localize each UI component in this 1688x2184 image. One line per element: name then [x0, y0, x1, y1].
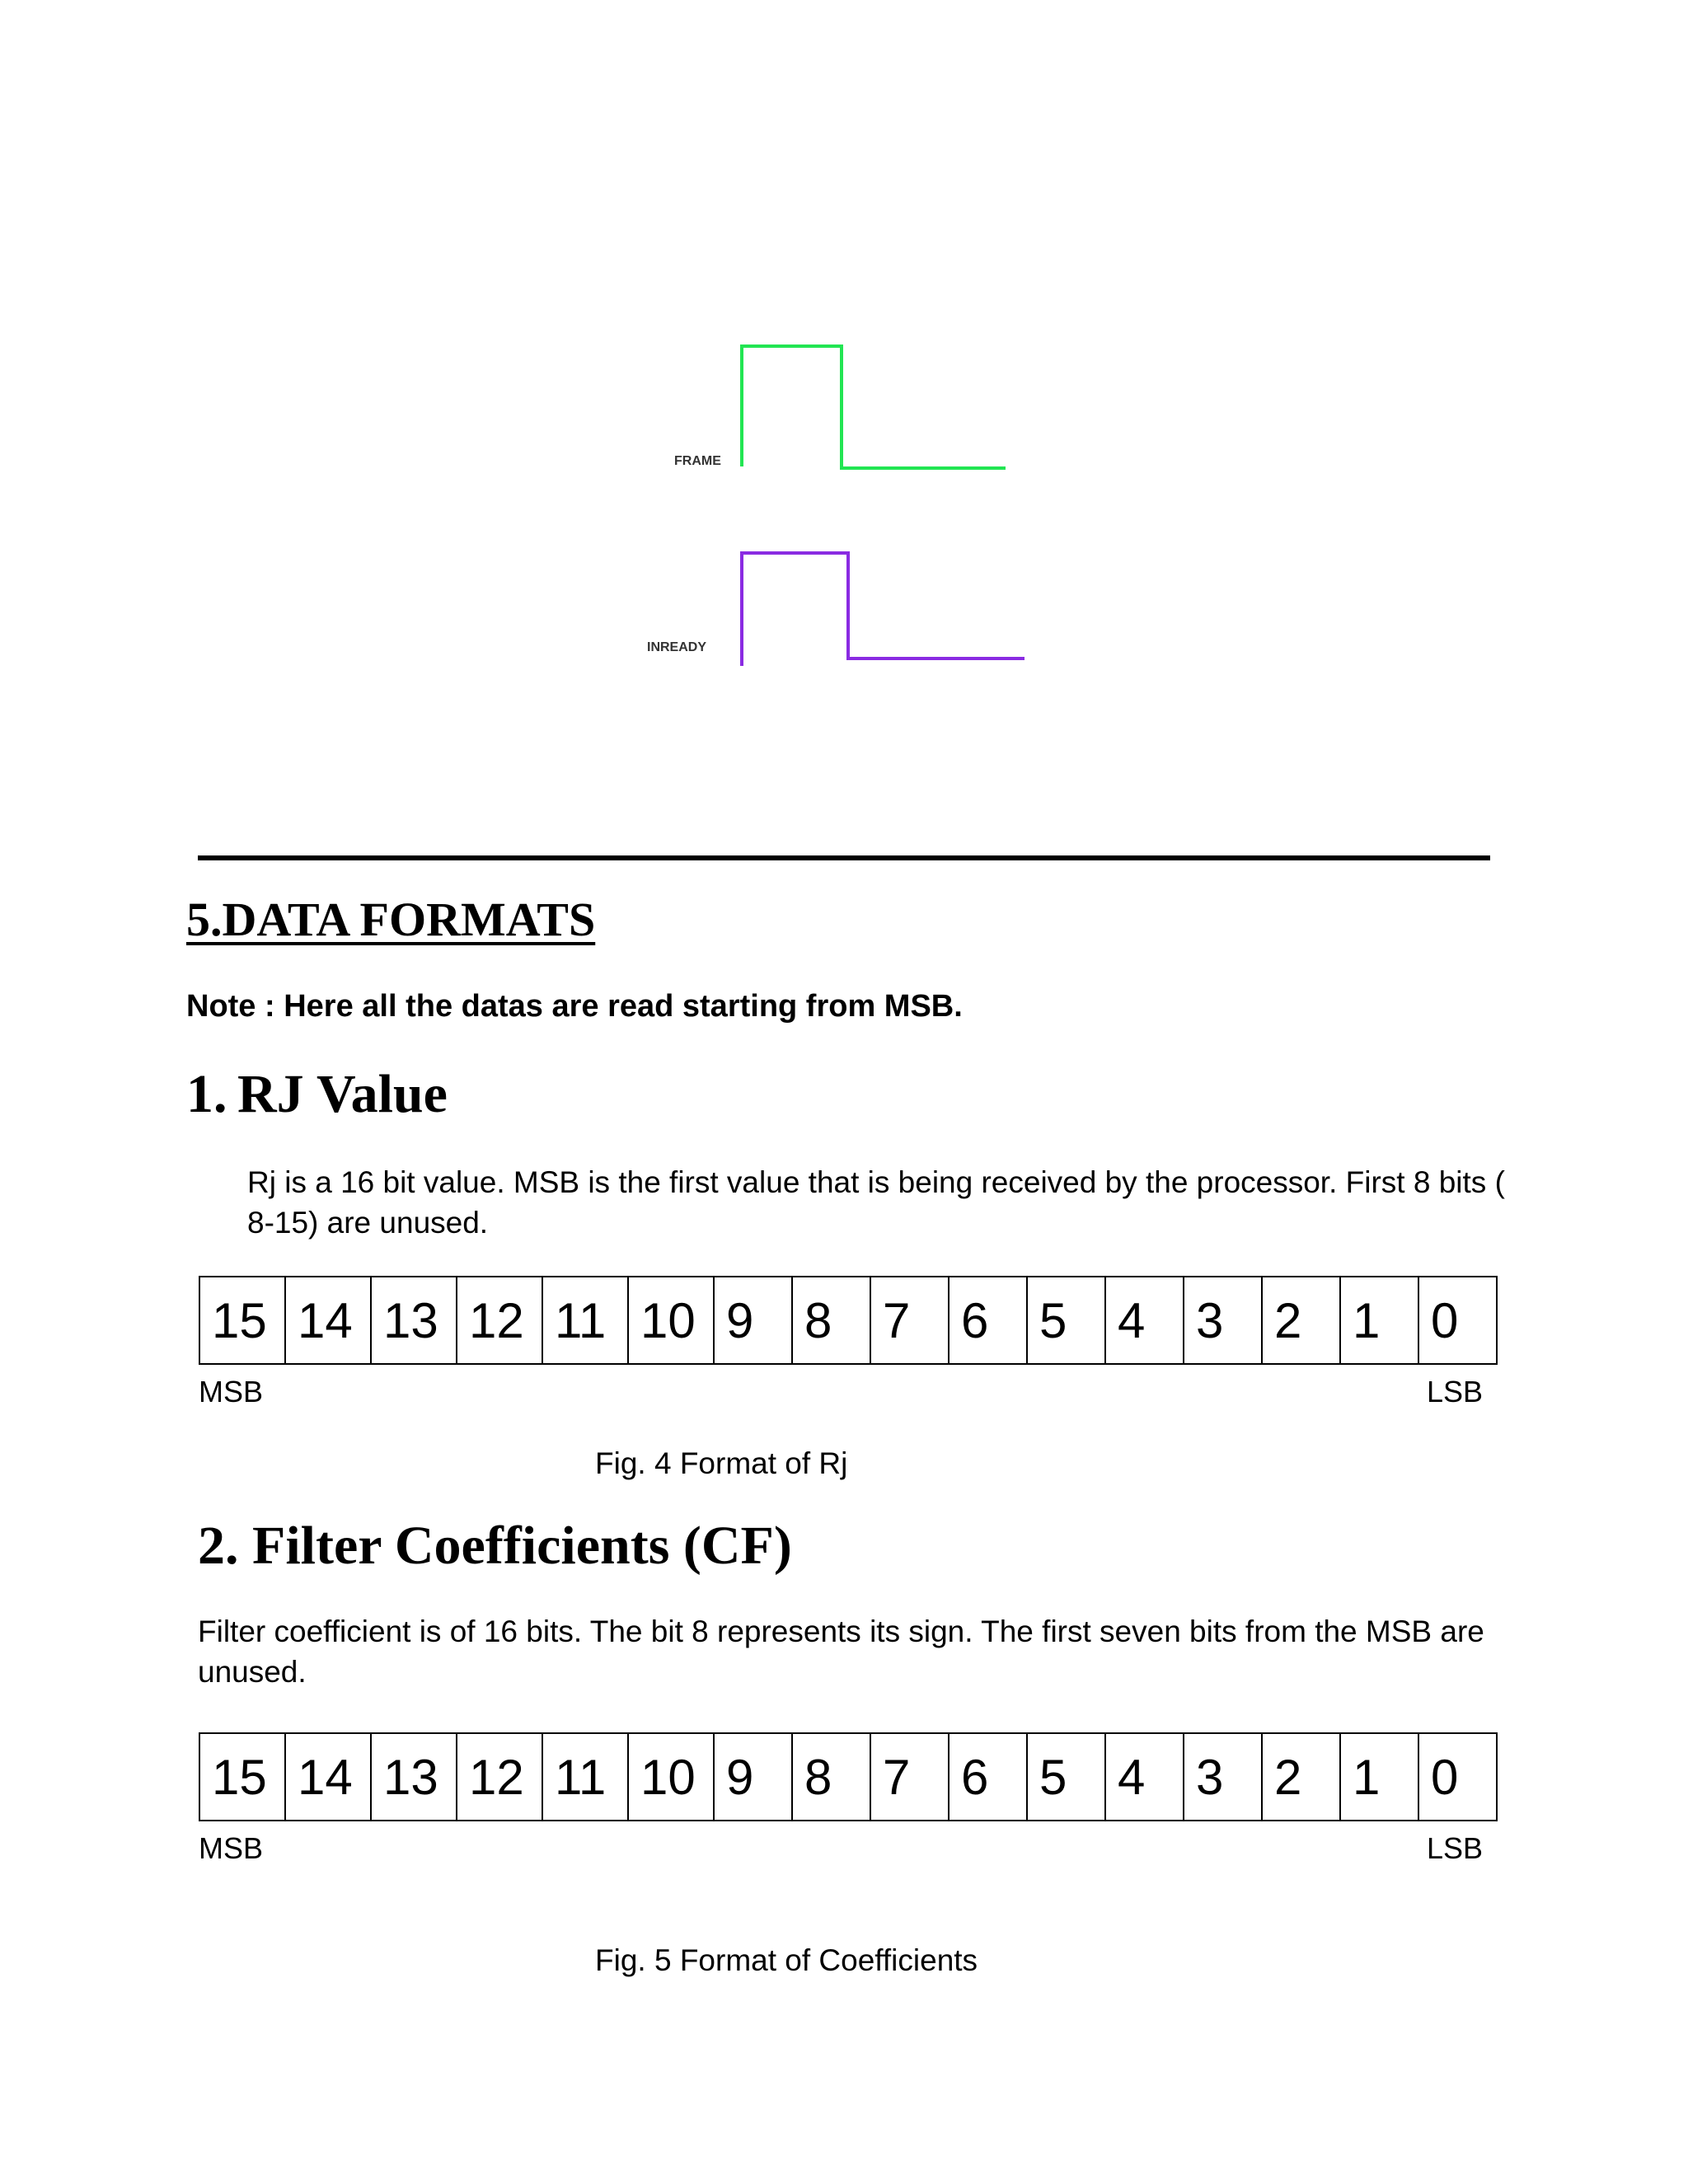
rj-bit-cell: 4: [1105, 1277, 1184, 1364]
rj-bit-cell: 1: [1340, 1277, 1418, 1364]
rj-figure-caption: Fig. 4 Format of Rj: [595, 1446, 848, 1480]
rj-bit-cell: 13: [371, 1277, 457, 1364]
cf-bit-cell: 10: [628, 1733, 714, 1821]
section-heading: 5.DATA FORMATS: [186, 893, 596, 946]
cf-bit-cell: 13: [371, 1733, 457, 1821]
rj-bit-cell: 2: [1262, 1277, 1340, 1364]
rj-description: Rj is a 16 bit value. MSB is the first value that is being received by the processor. First 8 bits ( 8-15) are unused.: [247, 1165, 1505, 1240]
cf-bit-cell: 12: [457, 1733, 542, 1821]
cf-bit-cell: 4: [1105, 1733, 1184, 1821]
cf-bit-cell: 1: [1340, 1733, 1418, 1821]
cf-msb-label: MSB: [199, 1831, 264, 1865]
rj-bit-cell: 12: [457, 1277, 542, 1364]
cf-lsb-label: LSB: [1427, 1831, 1484, 1865]
frame-signal-label: FRAME: [674, 454, 721, 468]
rj-lsb-label: LSB: [1427, 1375, 1484, 1408]
cf-bit-format-table: [199, 1732, 1498, 1821]
cf-figure-caption: Fig. 5 Format of Coefficients: [595, 1943, 978, 1977]
rj-bit-cell: 8: [792, 1277, 870, 1364]
cf-bit-cell: 14: [285, 1733, 371, 1821]
inready-signal-waveform: [742, 553, 1025, 666]
rj-heading-number: 1.: [186, 1064, 227, 1124]
rj-bit-cell: 9: [714, 1277, 792, 1364]
cf-description: Filter coefficient is of 16 bits. The bit 8 represents its sign. The first seven bits from the MSB are unused.: [198, 1615, 1484, 1689]
rj-heading-title: RJ Value: [237, 1064, 448, 1124]
cf-bit-cell: 2: [1262, 1733, 1340, 1821]
cf-bit-cell: 5: [1027, 1733, 1105, 1821]
rj-bit-format-table: [199, 1276, 1498, 1365]
cf-bit-row: [199, 1733, 1497, 1821]
frame-signal-waveform: [742, 346, 1006, 468]
rj-msb-label: MSB: [199, 1375, 264, 1408]
inready-signal-label: INREADY: [647, 640, 707, 654]
rj-bit-cell: 0: [1418, 1277, 1497, 1364]
rj-bit-cell: 7: [870, 1277, 949, 1364]
filter-coefficients-heading: 2. Filter Coefficients (CF): [198, 1516, 792, 1576]
cf-bit-cell: 7: [870, 1733, 949, 1821]
rj-bit-cell: 15: [199, 1277, 285, 1364]
cf-bit-cell: 11: [542, 1733, 628, 1821]
cf-bit-cell: 15: [199, 1733, 285, 1821]
note-text: Note : Here all the datas are read starting from MSB.: [186, 989, 963, 1024]
cf-bit-cell: 8: [792, 1733, 870, 1821]
rj-bit-row: [199, 1277, 1497, 1364]
cf-bit-cell: 9: [714, 1733, 792, 1821]
rj-bit-cell: 5: [1027, 1277, 1105, 1364]
signal-timing-diagram: [0, 0, 1688, 742]
rj-bit-cell: 11: [542, 1277, 628, 1364]
rj-bit-cell: 6: [949, 1277, 1027, 1364]
rj-bit-cell: 3: [1184, 1277, 1262, 1364]
cf-bit-cell: 0: [1418, 1733, 1497, 1821]
rj-bit-cell: 14: [285, 1277, 371, 1364]
cf-bit-cell: 6: [949, 1733, 1027, 1821]
rj-value-heading: [186, 1063, 448, 1126]
cf-bit-cell: 3: [1184, 1733, 1262, 1821]
section-divider: [198, 855, 1490, 860]
rj-bit-cell: 10: [628, 1277, 714, 1364]
